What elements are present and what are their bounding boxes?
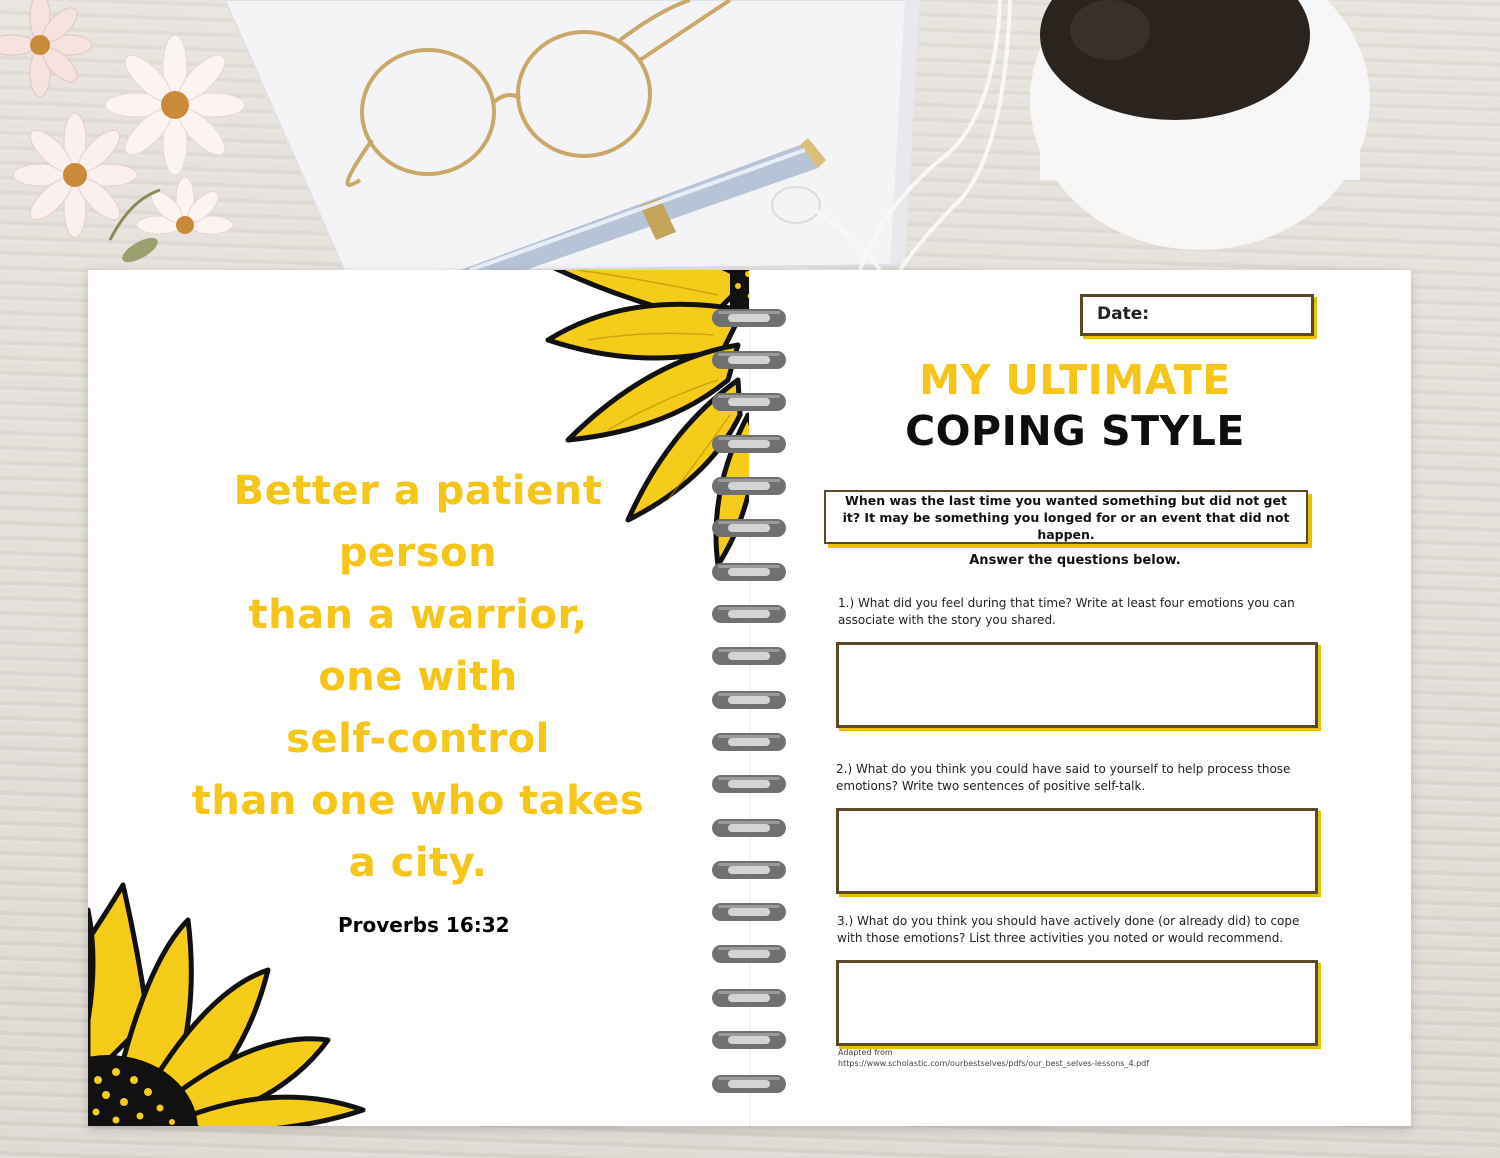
date-label: Date: xyxy=(1097,304,1150,324)
worksheet-title-line1: MY ULTIMATE xyxy=(919,356,1231,404)
flowers-decor xyxy=(0,0,245,267)
source-label: Adapted from xyxy=(838,1048,893,1057)
question-2: 2.) What do you think you could have said to yourself to help process those emotions? Write two sentences of positive self-talk. xyxy=(836,762,1291,793)
prompt-box xyxy=(824,490,1308,544)
date-field[interactable] xyxy=(1080,294,1314,336)
scripture-quote: Better a patient person than a warrior, one with self-control than one who takes a city. xyxy=(191,468,645,886)
coffee-cup-decor xyxy=(1030,0,1370,250)
question-1: 1.) What did you feel during that time? Write at least four emotions you can associate with the story you shared. xyxy=(838,596,1295,627)
journal-spread xyxy=(88,270,1411,1126)
worksheet-title-line2: COPING STYLE xyxy=(905,407,1245,455)
right-page xyxy=(750,270,1411,1126)
left-page xyxy=(88,270,750,1126)
scripture-citation: Proverbs 16:32 xyxy=(338,913,510,937)
answer-box-2[interactable] xyxy=(836,808,1318,894)
question-3: 3.) What do you think you should have actively done (or already did) to cope with those emotions? List three activities you noted or would recommend. xyxy=(837,914,1300,945)
answer-box-3[interactable] xyxy=(836,960,1318,1046)
prompt-text: When was the last time you wanted something but did not get it? It may be something you longed for or an event that did not happen. xyxy=(842,492,1290,542)
source-url: https://www.scholastic.com/ourbestselves/pdfs/our_best_selves-lessons_4.pdf xyxy=(838,1059,1150,1068)
answer-box-1[interactable] xyxy=(836,642,1318,728)
instruction-text: Answer the questions below. xyxy=(969,553,1181,568)
